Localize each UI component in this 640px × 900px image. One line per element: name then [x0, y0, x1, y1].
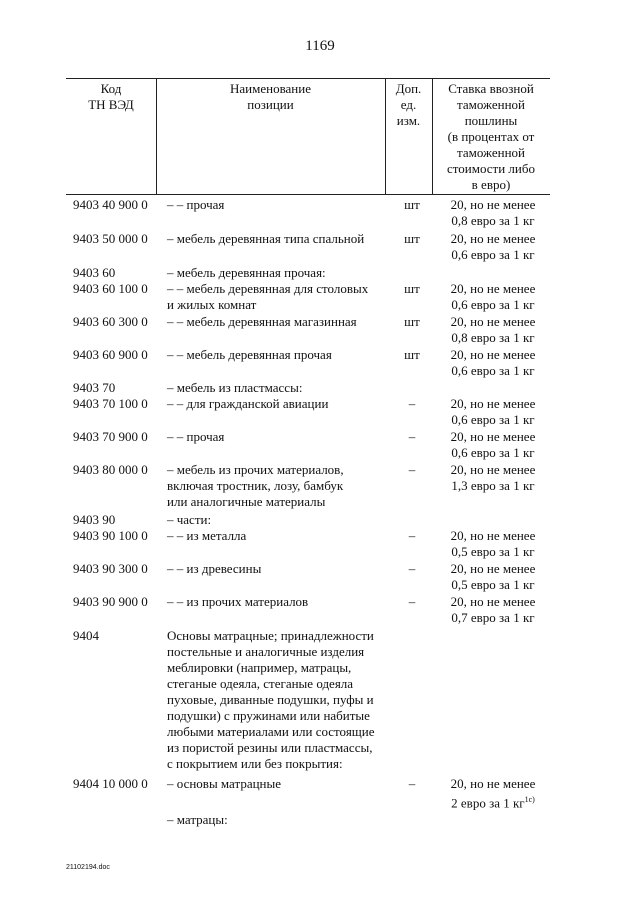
row-rate: 20, но не менее 0,5 евро за 1 кг [450, 561, 536, 592]
row-code: 9403 60 900 0 [73, 347, 148, 362]
header-code: Код ТН ВЭД [88, 81, 134, 112]
row-unit: шт [404, 197, 420, 212]
row-code: 9403 60 300 0 [73, 314, 148, 329]
row-name: – – мебель деревянная для столовых и жилых комнат [167, 281, 369, 312]
row-name: – – мебель деревянная прочая [167, 347, 332, 362]
row-code: 9403 60 [73, 265, 116, 280]
row-unit: – [408, 429, 416, 444]
rate-text: 20, но не менее 2 евро за 1 кг [450, 776, 536, 811]
row-name: Основы матрацные; принадлежности постельные и аналогичные изделия меблировки (например, матрацы, стеганые одеяла, стеганые одеяла пуховые, диванные подушки, пуфы и подушки) с пружинами или набитые любыми материалами или состоящие из пористой резины или пластмассы, с покрытием или без покрытия: [167, 628, 375, 771]
row-code: 9403 90 300 0 [73, 561, 148, 576]
row-unit: – [408, 594, 416, 609]
document-filename: 21102194.doc [66, 864, 110, 871]
row-code: 9403 40 900 0 [73, 197, 148, 212]
row-unit: шт [404, 281, 420, 296]
row-code: 9403 60 100 0 [73, 281, 148, 296]
row-rate: 20, но не менее 0,8 евро за 1 кг [450, 314, 536, 345]
row-rate: 20, но не менее 0,6 евро за 1 кг [450, 429, 536, 460]
row-code: 9403 70 900 0 [73, 429, 148, 444]
row-rate: 20, но не менее 0,6 евро за 1 кг [450, 281, 536, 312]
table-top-rule [66, 78, 550, 79]
row-unit: шт [404, 314, 420, 329]
row-rate: 20, но не менее 0,8 евро за 1 кг [450, 197, 536, 228]
header-rate: Ставка ввозной таможенной пошлины (в процентах от таможенной стоимости либо в евро) [446, 81, 535, 192]
row-code: 9403 90 900 0 [73, 594, 148, 609]
row-code: 9403 70 100 0 [73, 396, 148, 411]
rate-footnote: 1c) [524, 795, 535, 804]
row-unit: шт [404, 231, 420, 246]
row-code: 9403 70 [73, 380, 116, 395]
row-name: – части: [167, 512, 212, 527]
row-rate: 20, но не менее 1,3 евро за 1 кг [450, 462, 536, 493]
row-unit: – [408, 561, 416, 576]
row-code: 9404 [73, 628, 99, 643]
row-code: 9403 90 100 0 [73, 528, 148, 543]
row-name: – – для гражданской авиации [167, 396, 329, 411]
row-code: 9403 90 [73, 512, 116, 527]
row-code: 9403 80 000 0 [73, 462, 148, 477]
row-name: – мебель из пластмассы: [167, 380, 303, 395]
row-rate [436, 776, 550, 811]
row-name: – – из металла [167, 528, 247, 543]
header-name: Наименование позиции [230, 81, 311, 112]
row-name: – мебель деревянная типа спальной [167, 231, 365, 246]
row-name: – – из древесины [167, 561, 262, 576]
row-code: 9404 10 000 0 [73, 776, 148, 791]
row-name: – – прочая [167, 429, 225, 444]
row-rate: 20, но не менее 0,6 евро за 1 кг [450, 231, 536, 262]
row-name: – – прочая [167, 197, 225, 212]
row-name: – матрацы: [167, 812, 228, 827]
row-rate: 20, но не менее 0,6 евро за 1 кг [450, 396, 536, 427]
row-rate: 20, но не менее 0,7 евро за 1 кг [450, 594, 536, 625]
row-name: – мебель деревянная прочая: [167, 265, 326, 280]
row-code: 9403 50 000 0 [73, 231, 148, 246]
row-unit: – [408, 462, 416, 477]
row-name: – – из прочих материалов [167, 594, 309, 609]
row-unit: – [408, 776, 416, 791]
row-name: – – мебель деревянная магазинная [167, 314, 357, 329]
table-header-rule [66, 194, 550, 195]
header-unit: Доп. ед. изм. [395, 81, 422, 128]
row-rate: 20, но не менее 0,5 евро за 1 кг [450, 528, 536, 559]
row-name: – основы матрацные [167, 776, 282, 791]
row-rate: 20, но не менее 0,6 евро за 1 кг [450, 347, 536, 378]
row-unit: – [408, 528, 416, 543]
page-number: 1169 [305, 38, 335, 54]
row-unit: шт [404, 347, 420, 362]
row-name: – мебель из прочих материалов, включая тростник, лозу, бамбук или аналогичные материалы [167, 462, 344, 509]
row-unit: – [408, 396, 416, 411]
